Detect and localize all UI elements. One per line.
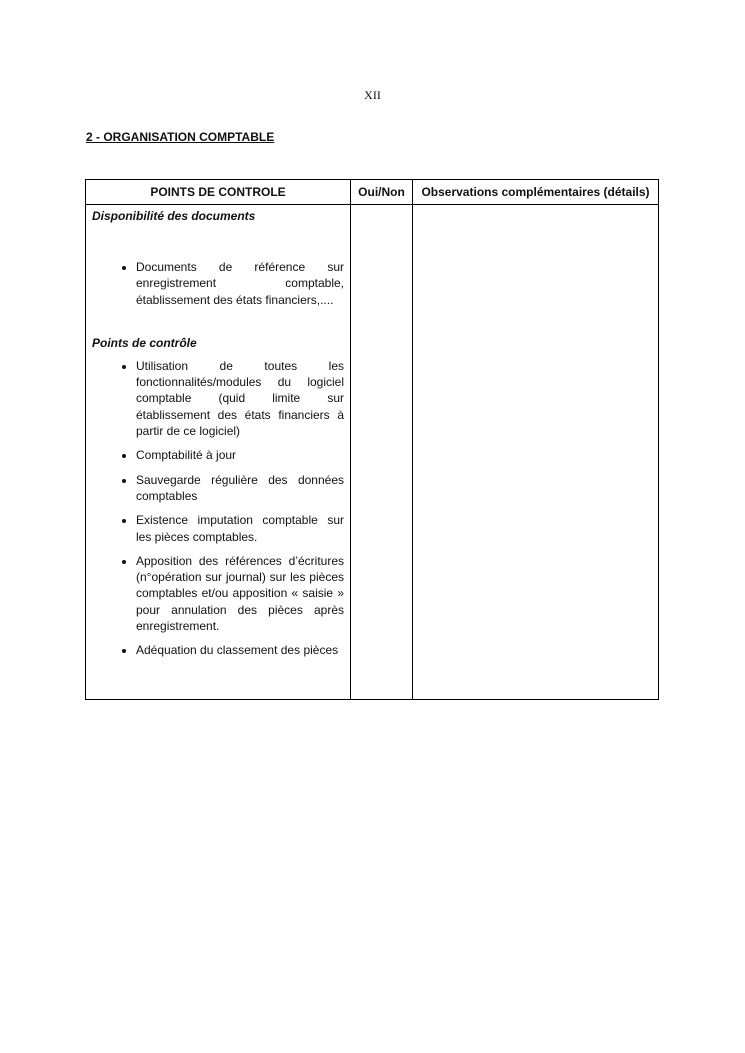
list-item: • Existence imputation comptable sur les pièces comptables. [136, 512, 344, 545]
group-title-documents: Disponibilité des documents [92, 209, 256, 223]
oui-non-cell[interactable] [351, 205, 413, 700]
points-cell [86, 205, 351, 700]
list-item: • Adéquation du classement des pièces [136, 642, 344, 658]
table-row [86, 205, 659, 700]
list-documents [92, 259, 344, 308]
header-points: POINTS DE CONTROLE [86, 180, 351, 205]
observations-cell[interactable] [413, 205, 659, 700]
list-item: • Comptabilité à jour [136, 447, 344, 463]
group-title-points: Points de contrôle [92, 335, 197, 350]
list-item: • Sauvegarde régulière des données comptables [136, 472, 344, 505]
control-table [85, 179, 659, 700]
section-title: 2 - ORGANISATION COMPTABLE [86, 130, 275, 144]
header-observations: Observations complémentaires (détails) [413, 180, 659, 205]
header-oui-non: Oui/Non [351, 180, 413, 205]
list-points [92, 358, 344, 659]
list-item: • Utilisation de toutes les fonctionnalités/modules du logiciel comptable (quid limite sur établissement des états financiers à partir de ce logiciel) [136, 358, 344, 439]
page-number: XII [364, 88, 381, 102]
list-item: • Apposition des références d’écritures (n°opération sur journal) sur les pièces comptables et/ou apposition « saisie » pour annulation des pièces après enregistrement. [136, 553, 344, 634]
list-item: • Documents de référence sur enregistrement comptable, établissement des états financiers,.... [136, 259, 344, 308]
table-header-row [86, 180, 659, 205]
